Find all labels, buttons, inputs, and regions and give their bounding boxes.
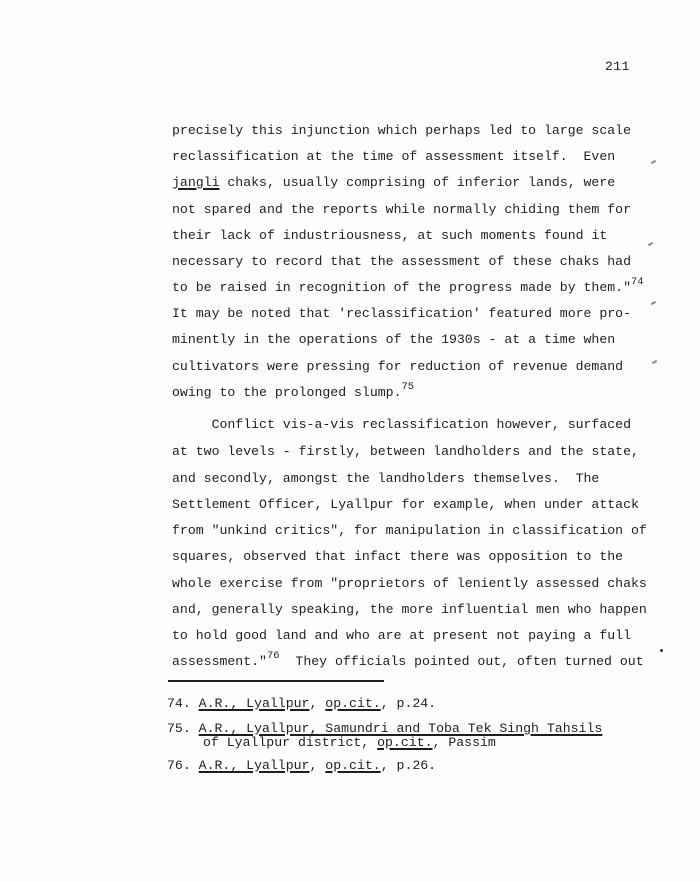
footnote-76: 76. A.R., Lyallpur, op.cit., p.26.: [167, 758, 437, 773]
italic-term-jangli: jangli: [172, 175, 220, 190]
text-line: whole exercise from "proprietors of leniently assessed chaks: [172, 576, 647, 591]
text-line: It may be noted that 'reclassification' featured more pro-: [172, 306, 631, 321]
text-line: not spared and the reports while normally chiding them for: [172, 202, 631, 217]
footnote-number: 75.: [167, 721, 191, 736]
text-line: squares, observed that infact there was opposition to the: [172, 549, 624, 564]
text-line: precisely this injunction which perhaps led to large scale: [172, 123, 631, 138]
footnote-source: A.R., Lyallpur: [198, 758, 310, 773]
margin-mark: [651, 301, 656, 305]
margin-mark: [652, 360, 657, 364]
text-line: jangli chaks, usually comprising of inferior lands, were: [172, 175, 616, 190]
footnote-ref-74: 74: [631, 275, 644, 288]
footnote-number: 76.: [167, 758, 191, 773]
text-line: Conflict vis-a-vis reclassification however, surfaced: [172, 417, 631, 432]
footnote-number: 74.: [167, 696, 191, 711]
page-number: 211: [605, 59, 630, 74]
footnote-ref-76: 76: [266, 649, 280, 662]
footnote-75-continued: of Lyallpur district, op.cit., Passim: [203, 735, 496, 750]
text-line: and, generally speaking, the more influential men who happen: [172, 602, 647, 617]
text-line: minently in the operations of the 1930s - at a time when: [172, 332, 616, 347]
text-line: to be raised in recognition of the progress made by them."$^{74}$: [172, 275, 644, 295]
footnote-source: A.R., Lyallpur: [198, 696, 310, 711]
text-line: from "unkind critics", for manipulation in classification of: [172, 523, 647, 538]
footnote-74: 74. A.R., Lyallpur, op.cit., p.24.: [167, 696, 437, 711]
text-line: Settlement Officer, Lyallpur for example, when under attack: [172, 497, 639, 512]
footnote-source: A.R., Lyallpur, Samundri and Toba Tek Singh Tahsils: [198, 721, 603, 736]
text-line: reclassification at the time of assessment itself. Even: [172, 149, 616, 164]
text-line: to hold good land and who are at present not paying a full: [172, 628, 631, 643]
footnote-75: [167, 722, 602, 736]
margin-mark: [651, 160, 656, 164]
text-line: and secondly, amongst the landholders themselves. The: [172, 471, 600, 486]
footnote-ref: op.cit.: [377, 735, 433, 750]
footnote-ref: op.cit.: [325, 758, 381, 773]
margin-mark: [648, 242, 653, 246]
footnote-ref: op.cit.: [325, 696, 381, 711]
text-line: assessment."$^{76}$ They officials pointed out, often turned out: [172, 649, 644, 669]
footnote-ref-75: 75: [401, 380, 415, 393]
text-line: at two levels - firstly, between landholders and the state,: [172, 444, 639, 459]
margin-dot: [660, 649, 663, 652]
text-line: their lack of industriousness, at such moments found it: [172, 228, 608, 243]
text-line: necessary to record that the assessment of these chaks had: [172, 254, 631, 269]
text-line: owing to the prolonged slump.$^{75}$: [172, 380, 415, 400]
footnote-separator: [168, 680, 384, 682]
text-line: cultivators were pressing for reduction of revenue demand: [172, 359, 624, 374]
